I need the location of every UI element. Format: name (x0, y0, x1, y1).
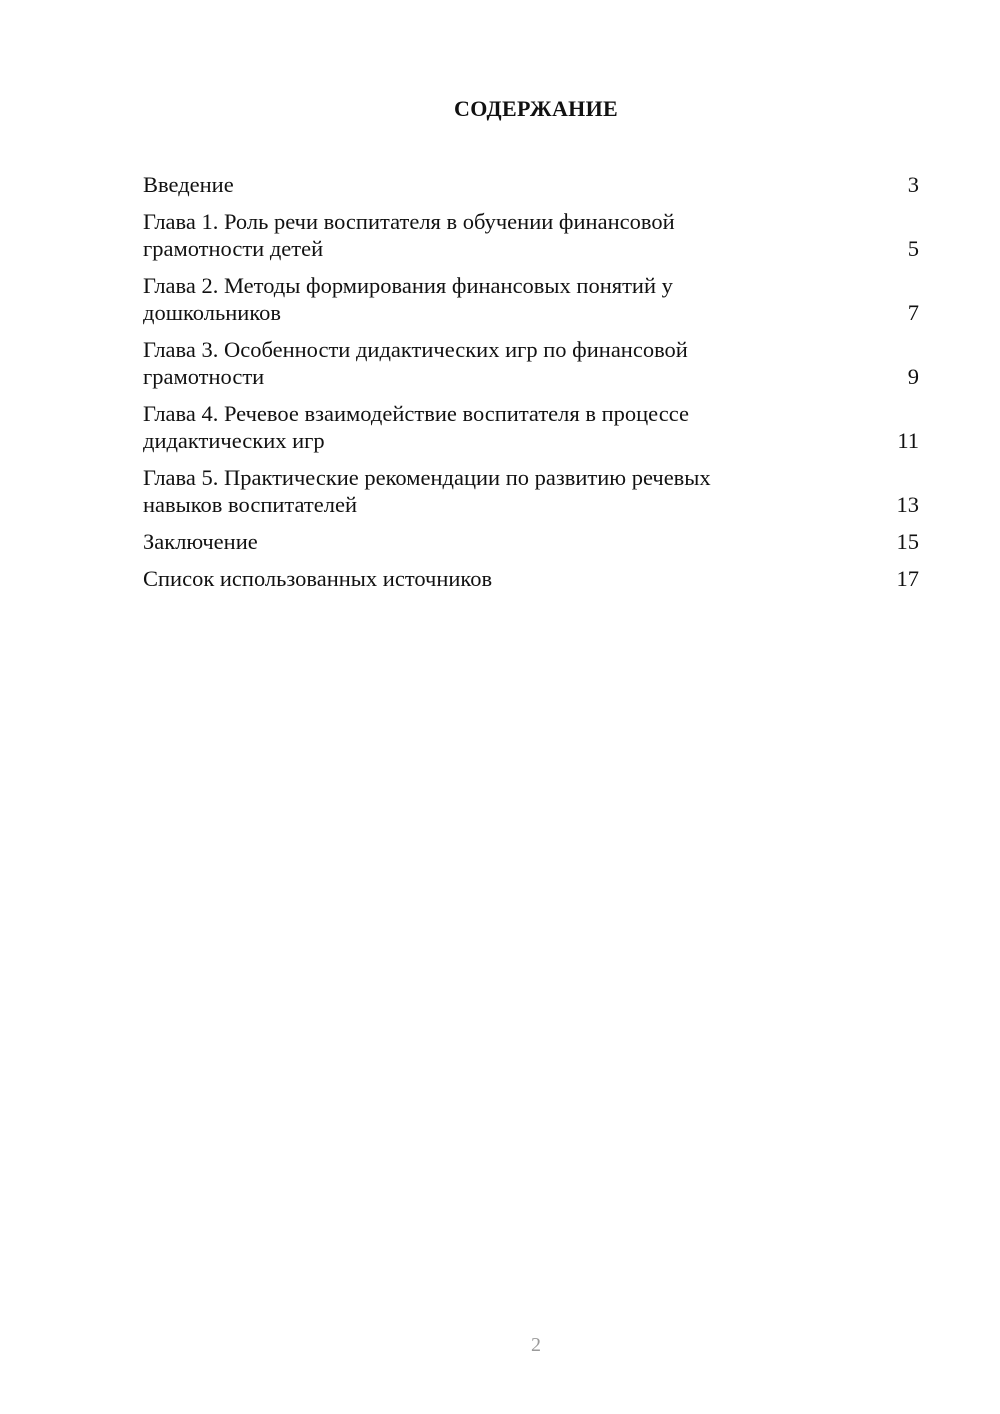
toc-entry-chapter-4 (143, 400, 919, 454)
toc-entry-conclusion (143, 528, 919, 555)
page-number: 2 (531, 1334, 541, 1356)
toc-entry-title: Заключение (143, 529, 258, 554)
toc-entry-chapter-1 (143, 208, 919, 262)
toc-entry-page: 3 (907, 172, 919, 197)
toc-entry-title: Глава 1. Роль речи воспитателя в обучении финансовой грамотности детей (143, 209, 675, 261)
toc-entry-introduction (143, 171, 919, 198)
toc-entry-chapter-5 (143, 464, 919, 518)
toc-entry-page: 7 (907, 300, 919, 325)
toc-heading: СОДЕРЖАНИЕ (454, 96, 618, 121)
toc-entry-chapter-2 (143, 272, 919, 326)
toc-entry-page: 17 (896, 566, 919, 591)
toc-entry-page: 5 (907, 236, 919, 261)
table-of-contents (143, 171, 919, 602)
toc-entry-title: Глава 3. Особенности дидактических игр по финансовой грамотности (143, 337, 688, 389)
toc-entry-page: 13 (896, 492, 919, 517)
toc-entry-references (143, 565, 919, 592)
toc-entry-title: Глава 2. Методы формирования финансовых понятий у дошкольников (143, 273, 673, 325)
toc-entry-title: Глава 5. Практические рекомендации по развитию речевых навыков воспитателей (143, 465, 711, 517)
toc-entry-title: Список использованных источников (143, 566, 493, 591)
toc-entry-title: Глава 4. Речевое взаимодействие воспитателя в процессе дидактических игр (143, 401, 689, 453)
toc-entry-page: 11 (897, 428, 919, 453)
toc-entry-title: Введение (143, 172, 234, 197)
toc-entry-chapter-3 (143, 336, 919, 390)
toc-entry-page: 9 (907, 364, 919, 389)
toc-entry-page: 15 (896, 529, 919, 554)
